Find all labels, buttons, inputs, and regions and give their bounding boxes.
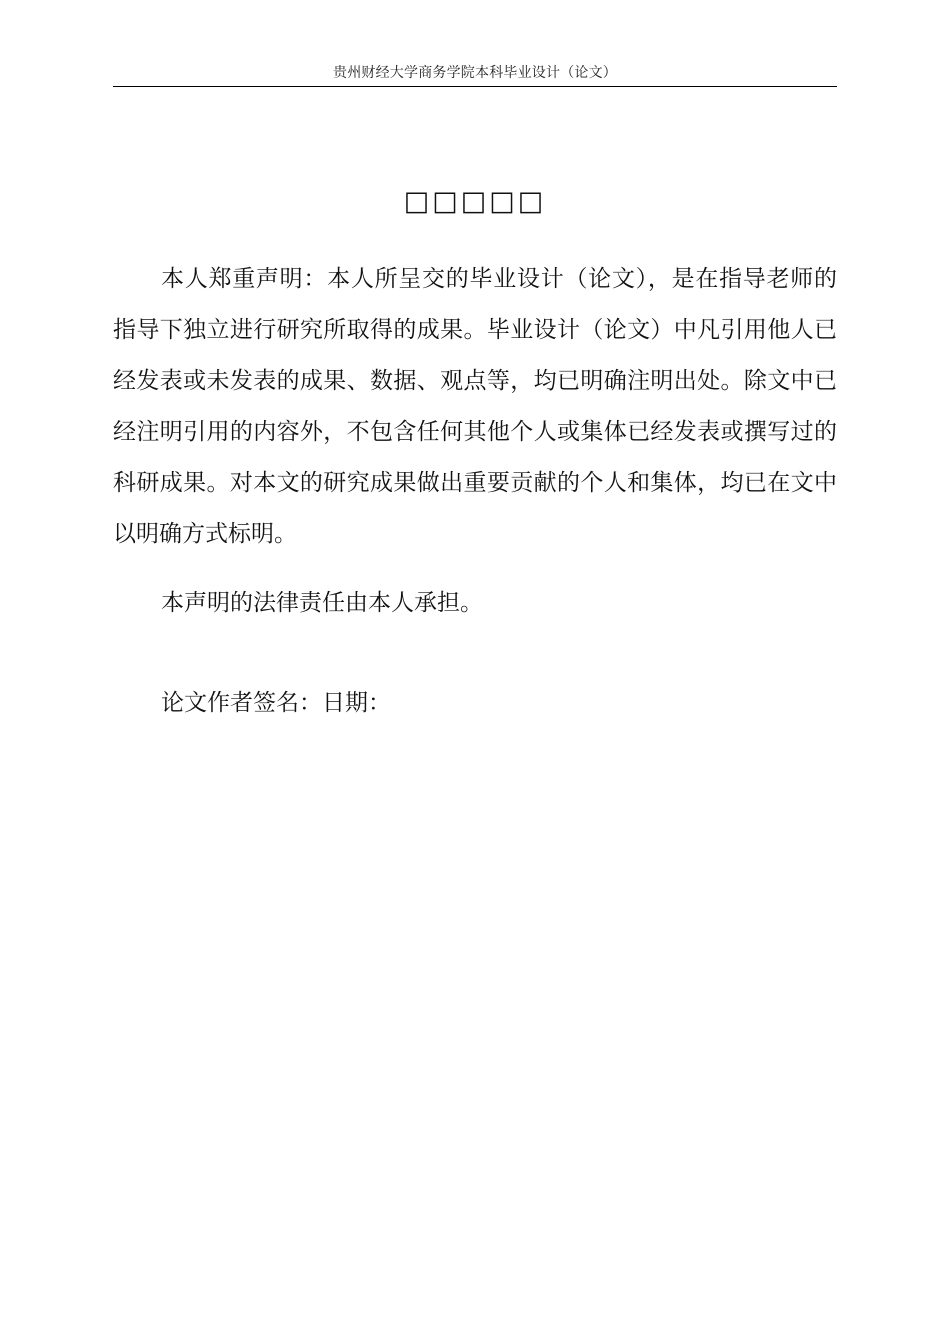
legal-responsibility-paragraph: 本声明的法律责任由本人承担。 [161,590,483,616]
header-text: 贵州财经大学商务学院本科毕业设计（论文） [333,65,617,81]
declaration-paragraph: 本人郑重声明：本人所呈交的毕业设计（论文），是在指导老师的指导下独立进行研究所取得的成果。毕业设计（论文）中凡引用他人已经发表或未发表的成果、数据、观点等，均已明确注明出处。除文中已经注明引用的内容外，不包含任何其他个人或集体已经发表或撰写过的科研成果。对本文的研究成果做出重要贡献的个人和集体，均已在文中以明确方式标明。 [113,266,837,547]
page-header [113,62,837,87]
document-title: □□□□□ [403,186,547,217]
signature-date-line: 论文作者签名：日期： [161,690,391,716]
